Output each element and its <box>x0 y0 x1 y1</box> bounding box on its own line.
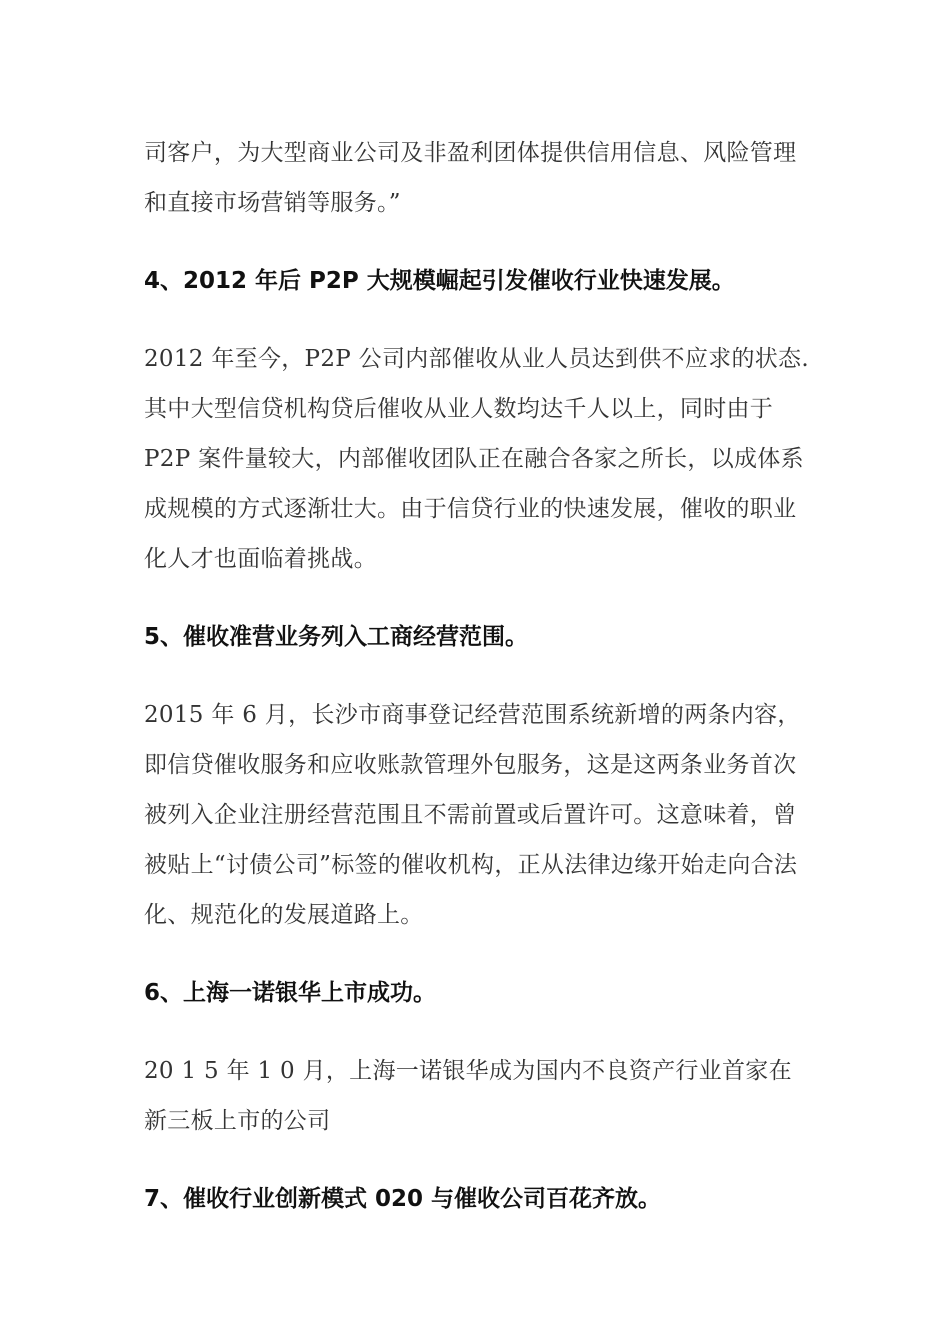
heading-business-scope: 5、催收准营业务列入工商经营范围。 <box>144 624 529 650</box>
heading-p2p-rise: 4、2012 年后 P2P 大规模崛起引发催收行业快速发展。 <box>144 268 735 294</box>
paragraph-changsha-registration: 2015 年 6 月，长沙市商事登记经营范围系统新增的两条内容，即信贷催收服务和应收账款管理外包服务，这是这两条业务首次被列入企业注册经营范围且不需前置或后置许可。这意味着，曾被贴上“讨债公司”标签的催收机构，正从法律边缘开始走向合法化、规范化的发展道路上。 <box>144 702 801 928</box>
heading-o2o-model: 7、催收行业创新模式 020 与催收公司百花齐放。 <box>144 1186 662 1212</box>
paragraph-p2p-collection-staff: 2012 年至今，P2P 公司内部催收从业人员达到供不应求的状态.其中大型信贷机构贷后催收从业人数均达千人以上，同时由于P2P 案件量较大，内部催收团队正在融合各家之所长，以成体系成规模的方式逐渐壮大。由于信贷行业的快速发展，催收的职业化人才也面临着挑战。 <box>144 346 809 572</box>
heading-listing-success: 6、上海一诺银华上市成功。 <box>144 980 437 1006</box>
paragraph-new-third-board: 20 1 5 年 1 0 月，上海一诺银华成为国内不良资产行业首家在新三板上市的公司 <box>144 1058 792 1134</box>
document-body <box>144 128 814 1252</box>
paragraph-credit-info-services: 司客户，为大型商业公司及非盈利团体提供信用信息、风险管理和直接市场营销等服务。” <box>144 140 797 216</box>
